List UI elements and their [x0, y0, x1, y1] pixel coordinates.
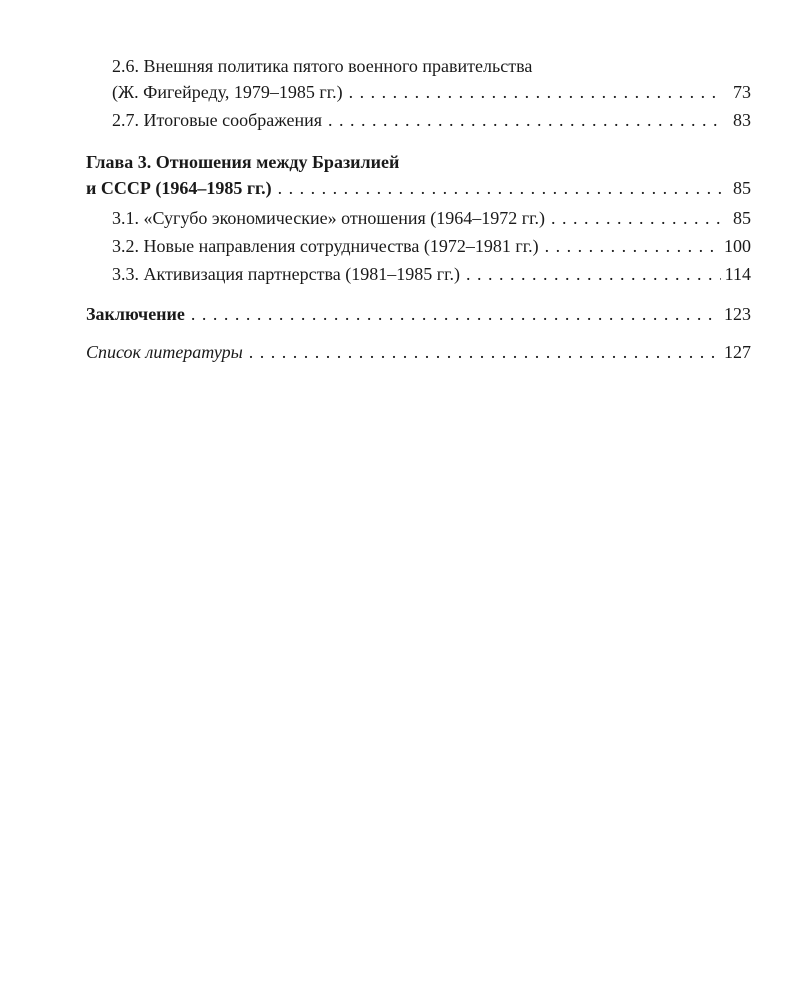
dot-leader	[545, 233, 720, 259]
dot-leader	[551, 205, 723, 231]
dot-leader	[278, 175, 723, 201]
toc-entry-title-continuation: (Ж. Фигейреду, 1979–1985 гг.)	[112, 82, 343, 102]
page-number: 123	[724, 304, 751, 324]
toc-entry-2-7[interactable]	[86, 107, 751, 133]
page-number: 73	[733, 82, 751, 102]
page-number: 114	[724, 264, 751, 284]
toc-entry-title: 3.1. «Сугубо экономические» отношения (1964–1972 гг.)	[112, 208, 545, 228]
table-of-contents	[86, 53, 751, 365]
toc-entry-3-1[interactable]	[86, 205, 751, 231]
dot-leader	[349, 79, 723, 105]
dot-leader	[466, 261, 721, 287]
dot-leader	[191, 301, 720, 327]
page-number: 127	[724, 342, 751, 362]
page-number: 100	[724, 236, 751, 256]
toc-entry-3-3[interactable]	[86, 261, 751, 287]
chapter-title: Глава 3. Отношения между Бразилией	[86, 152, 400, 172]
chapter-title-continuation: и СССР (1964–1985 гг.)	[86, 178, 272, 198]
toc-entry-title: Заключение	[86, 304, 185, 324]
toc-entry-chapter-3[interactable]	[86, 149, 751, 201]
toc-entry-conclusion[interactable]	[86, 301, 751, 327]
toc-entry-bibliography[interactable]	[86, 339, 751, 365]
toc-entry-title: 2.6. Внешняя политика пятого военного правительства	[112, 56, 533, 76]
toc-entry-title: 3.2. Новые направления сотрудничества (1972–1981 гг.)	[112, 236, 539, 256]
toc-entry-3-2[interactable]	[86, 233, 751, 259]
toc-entry-2-6[interactable]	[86, 53, 751, 105]
page-number: 85	[733, 178, 751, 198]
dot-leader	[328, 107, 723, 133]
page-number: 85	[733, 208, 751, 228]
dot-leader	[249, 339, 720, 365]
toc-entry-title: 3.3. Активизация партнерства (1981–1985 гг.)	[112, 264, 460, 284]
toc-entry-title: 2.7. Итоговые соображения	[112, 110, 323, 130]
toc-entry-title: Список литературы	[86, 342, 243, 362]
page-number: 83	[733, 110, 751, 130]
